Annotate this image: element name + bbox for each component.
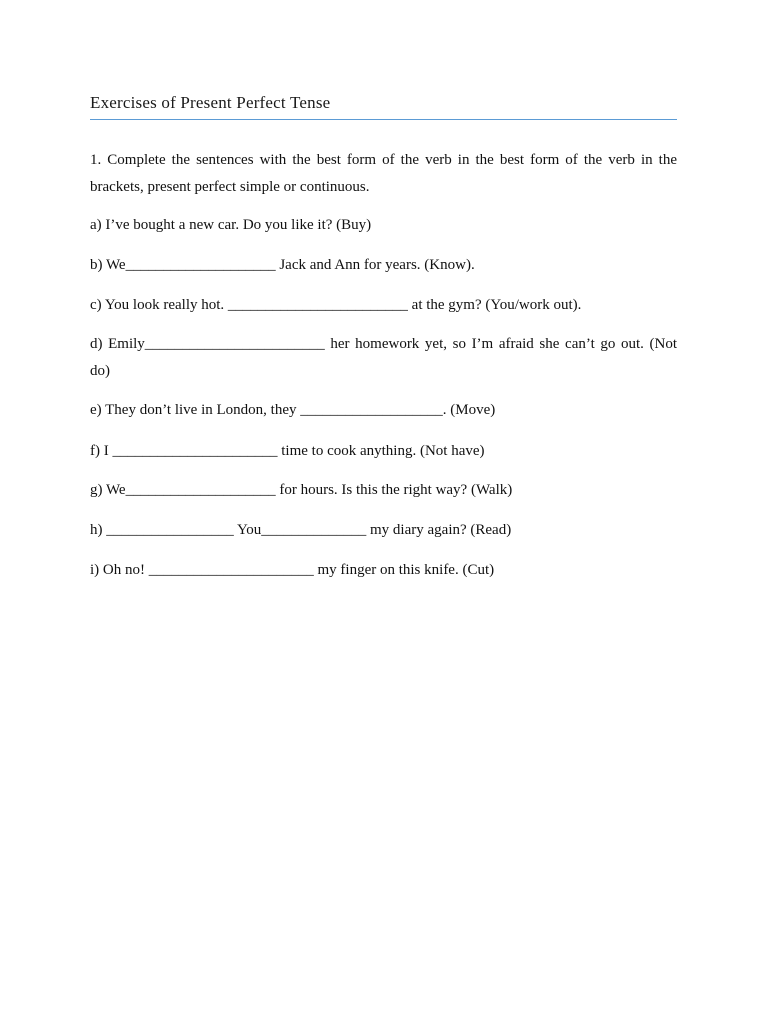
exercise-item-b: b) We____________________ Jack and Ann for years. (Know). — [90, 257, 475, 273]
exercise-item-f: f) I ______________________ time to cook anything. (Not have) — [90, 443, 485, 459]
exercise-item-h: h) _________________ You______________ my diary again? (Read) — [90, 522, 512, 538]
exercise-item-i: i) Oh no! ______________________ my finger on this knife. (Cut) — [90, 562, 495, 578]
exercise-item-c: c) You look really hot. ________________________ at the gym? (You/work out). — [90, 297, 582, 313]
exercise-item-a: a) I’ve bought a new car. Do you like it? (Buy) — [90, 217, 372, 233]
title-divider — [90, 119, 677, 120]
exercise-item-e: e) They don’t live in London, they ___________________. (Move) — [90, 402, 496, 418]
exercise-item-d: d) Emily________________________ her homework yet, so I’m afraid she can’t go out. (Not do) — [90, 336, 677, 379]
exercise-item-g: g) We____________________ for hours. Is this the right way? (Walk) — [90, 482, 513, 498]
exercise-instruction: 1. Complete the sentences with the best form of the verb in the best form of the verb in the brackets, present perfect simple or continuous. — [90, 152, 677, 195]
document-title: Exercises of Present Perfect Tense — [90, 93, 331, 112]
